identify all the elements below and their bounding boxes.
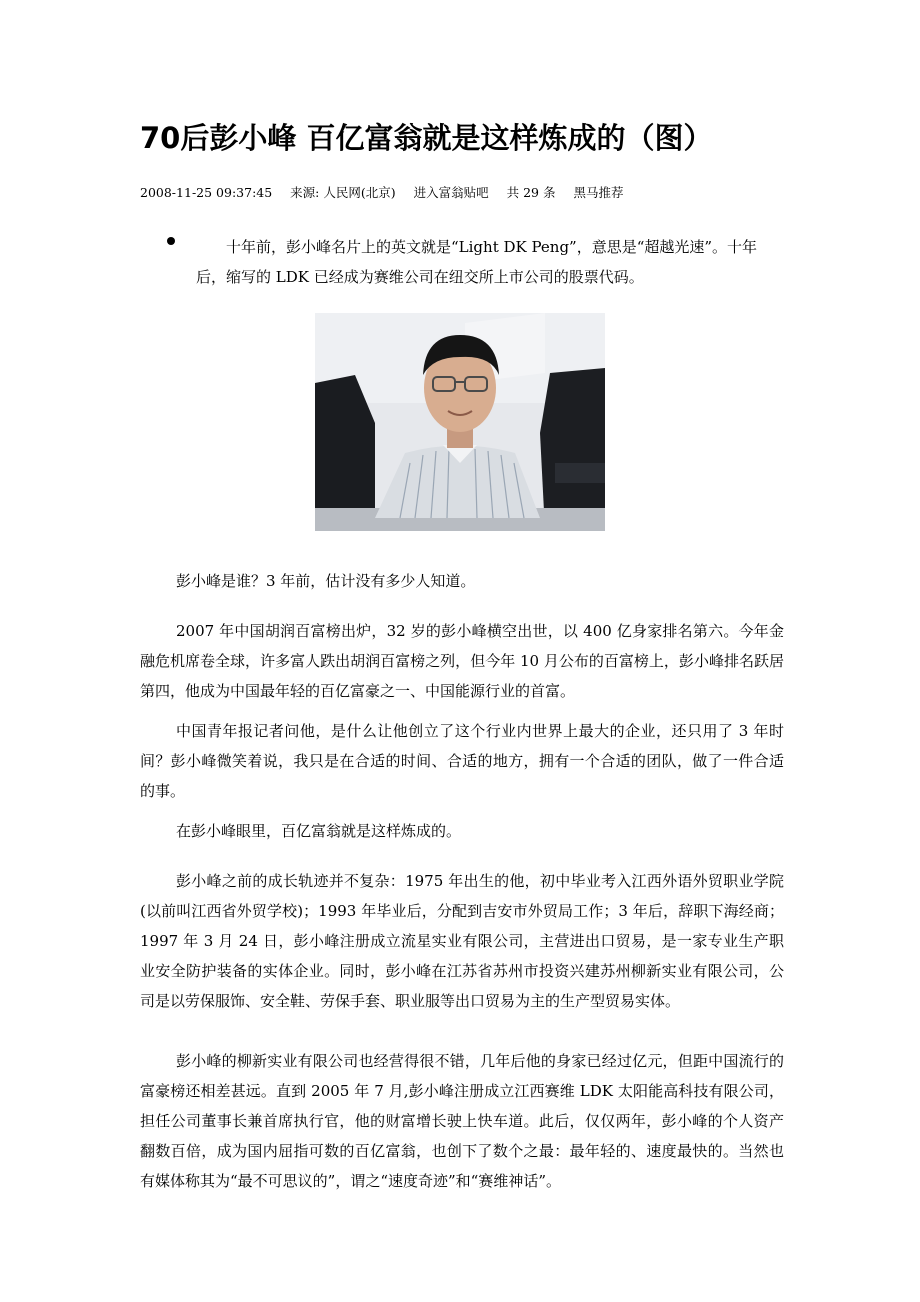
portrait-photo bbox=[315, 313, 605, 531]
article-meta bbox=[140, 184, 840, 202]
paragraph: 在彭小峰眼里，百亿富翁就是这样炼成的。 bbox=[176, 822, 462, 840]
article-source: 来源: 人民网(北京) bbox=[290, 185, 396, 200]
recommend-link[interactable]: 黑马推荐 bbox=[573, 185, 624, 200]
paragraph: 中国青年报记者问他，是什么让他创立了这个行业内世界上最大的企业，还只用了 3 年时间？彭小峰微笑着说，我只是在合适的时间、合适的地方，拥有一个合适的团队，做了一件合适的事。 bbox=[140, 722, 784, 800]
paragraph: 彭小峰是谁？3 年前，估计没有多少人知道。 bbox=[176, 572, 476, 590]
paragraph: 彭小峰的柳新实业有限公司也经营得很不错，几年后他的身家已经过亿元，但距中国流行的富豪榜还相差甚远。直到 2005 年 7 月,彭小峰注册成立江西赛维 LDK 太阳能高科技有限公司，担任公司董事长兼首席执行官，他的财富增长驶上快车道。此后，仅仅两年，彭小峰的个人资产翻数百倍，成为国内屈指可数的百亿富翁，也创下了数个之最：最年轻的、速度最快的。当然也有媒体称其为“最不可思议的”，谓之“速度奇迹”和“赛维神话”。 bbox=[140, 1052, 784, 1190]
paragraph: 2007 年中国胡润百富榜出炉，32 岁的彭小峰横空出世，以 400 亿身家排名第六。今年金融危机席卷全球，许多富人跌出胡润百富榜之列，但今年 10 月公布的百富榜上，彭小峰排名跃居第四，他成为中国最年轻的百亿富豪之一、中国能源行业的首富。 bbox=[140, 622, 784, 700]
forum-link[interactable]: 进入富翁贴吧 bbox=[413, 185, 489, 200]
paragraph: 彭小峰之前的成长轨迹并不复杂：1975 年出生的他，初中毕业考入江西外语外贸职业学院(以前叫江西省外贸学校)；1993 年毕业后，分配到吉安市外贸局工作；3 年后，辞职下海经商；1997 年 3 月 24 日，彭小峰注册成立流星实业有限公司，主营进出口贸易，是一家专业生产职业安全防护装备的实体企业。同时，彭小峰在江苏省苏州市投资兴建苏州柳新实业有限公司，公司是以劳保服饰、安全鞋、劳保手套、职业服等出口贸易为主的生产型贸易实体。 bbox=[140, 872, 784, 1010]
comment-count-link[interactable]: 共 29 条 bbox=[506, 185, 556, 200]
publish-datetime: 2008-11-25 09:37:45 bbox=[140, 185, 273, 200]
bullet-icon bbox=[167, 237, 175, 245]
article-title: 70后彭小峰 百亿富翁就是这样炼成的（图） bbox=[140, 121, 713, 155]
lead-text: 十年前，彭小峰名片上的英文就是“Light DK Peng”，意思是“超越光速”。十年后，缩写的 LDK 已经成为赛维公司在纽交所上市公司的股票代码。 bbox=[196, 238, 758, 286]
lead-bullet-item bbox=[196, 232, 784, 292]
